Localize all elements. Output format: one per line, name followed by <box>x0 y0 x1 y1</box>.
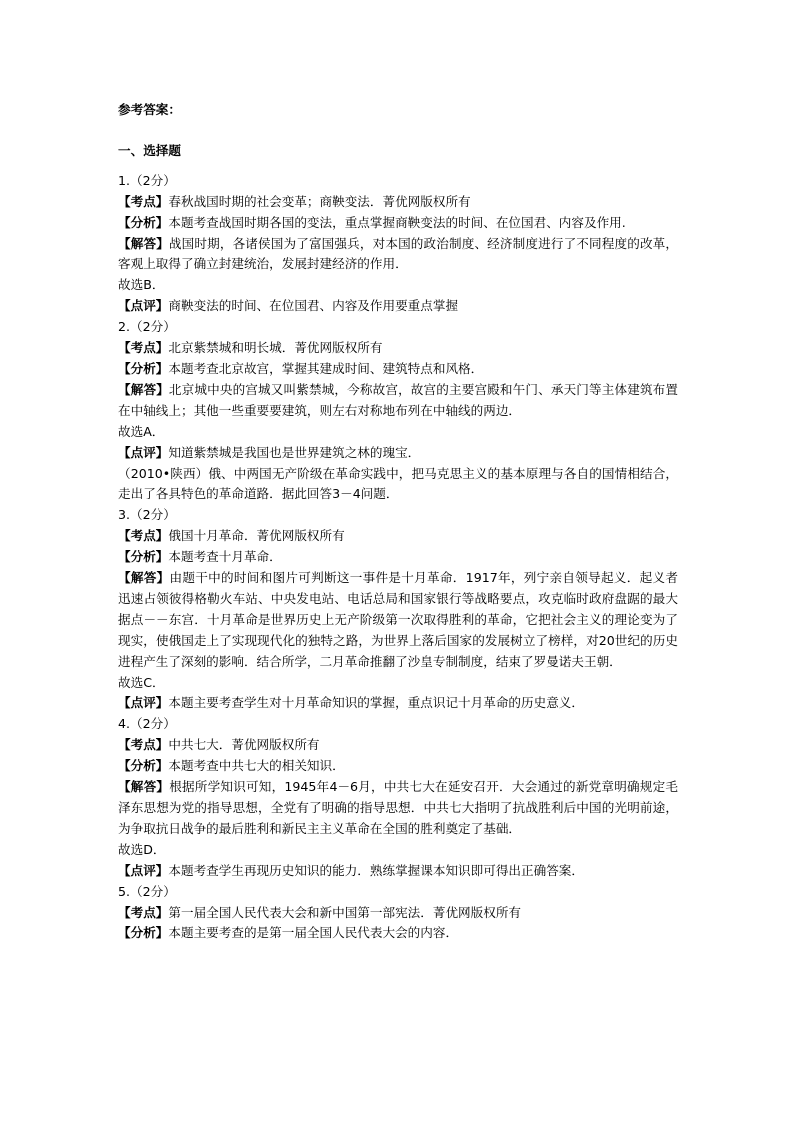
paragraph-text: 由题干中的时间和图片可判断这一事件是十月革命．1917年，列宁亲自领导起义．起义者迅速占领彼得格勒火车站、中央发电站、电话总局和国家银行等战略要点，攻克临时政府盘踞的最大据点－－东宫．十月革命是世界历史上无产阶级第一次取得胜利的革命，它把社会主义的理论变为了现实，使俄国走上了实现现代化的独特之路，为世界上落后国家的发展树立了榜样，对20世纪的历史进程产生了深刻的影响．结合所学，二月革命推翻了沙皇专制制度，结束了罗曼诺夫王朝． <box>118 570 678 669</box>
answer-paragraph <box>118 693 678 714</box>
answer-line <box>118 840 678 861</box>
answer-paragraph <box>118 568 678 673</box>
paragraph-tag: 【分析】 <box>118 925 169 941</box>
paragraph-tag: 【解答】 <box>118 779 170 795</box>
paragraph-tag: 【点评】 <box>118 298 169 314</box>
paragraph-text: 本题考查北京故宫，掌握其建成时间、建筑特点和风格． <box>168 360 484 376</box>
paragraph-text: 故选D． <box>118 841 166 857</box>
paragraph-text: 北京紫禁城和明长城．菁优网版权所有 <box>168 340 383 356</box>
paragraph-text: 故选C． <box>118 674 165 690</box>
paragraph-tag: 【点评】 <box>118 444 169 460</box>
paragraph-text: 5.（2分） <box>118 883 176 899</box>
section-heading: 一、选择题 <box>118 142 181 158</box>
paragraph-tag: 【解答】 <box>118 570 170 586</box>
answer-paragraph <box>118 735 678 756</box>
answer-paragraph <box>118 923 678 944</box>
paragraph-tag: 【考点】 <box>118 193 169 209</box>
answer-paragraph <box>118 777 678 840</box>
paragraph-tag: 【考点】 <box>118 528 169 544</box>
paragraph-text: 战国时期，各诸侯国为了富国强兵，对本国的政治制度、经济制度进行了不同程度的改革，客观上取得了确立封建统治，发展封建经济的作用． <box>118 235 679 272</box>
paragraph-text: 本题考查战国时期各国的变法，重点掌握商鞅变法的时间、在位国君、内容及作用. <box>168 214 626 230</box>
paragraph-text: 根据所学知识可知，1945年4－6月，中共七大在延安召开．大会通过的新党章明确规定毛泽东思想为党的指导思想，全党有了明确的指导思想．中共七大指明了抗战胜利后中国的光明前途，为争取抗日战争的最后胜利和新民主主义革命在全国的胜利奠定了基础． <box>118 779 679 836</box>
paragraph-tag: 【点评】 <box>118 862 169 878</box>
paragraph-text: 1.（2分） <box>118 172 176 188</box>
paragraph-tag: 【考点】 <box>118 340 169 356</box>
spacer <box>118 121 678 141</box>
answer-line <box>118 317 678 338</box>
paragraph-text: 本题考查学生再现历史知识的能力．熟练掌握课本知识即可得出正确答案． <box>168 862 584 878</box>
answer-paragraph <box>118 359 678 380</box>
answer-paragraph <box>118 296 678 317</box>
paragraph-text: （2010•陕西）俄、中两国无产阶级在革命实践中，把马克思主义的基本原理与各自的国情相结合，走出了各具特色的革命道路．据此回答3－4问题． <box>118 465 678 502</box>
answer-paragraph <box>118 443 678 464</box>
answer-line <box>118 171 678 192</box>
paragraph-text: 第一届全国人民代表大会和新中国第一部宪法．菁优网版权所有 <box>168 904 521 920</box>
paragraph-text: 4.（2分） <box>118 716 176 732</box>
answer-line <box>118 882 678 903</box>
answer-line <box>118 422 678 443</box>
answer-paragraph <box>118 756 678 777</box>
paragraph-text: 本题主要考查的是第一届全国人民代表大会的内容． <box>168 925 459 941</box>
answer-paragraph <box>118 861 678 882</box>
answer-paragraph <box>118 903 678 924</box>
answer-paragraph <box>118 464 678 506</box>
paragraph-text: 本题主要考查学生对十月革命知识的掌握，重点识记十月革命的历史意义． <box>168 695 584 711</box>
paragraph-tag: 【分析】 <box>118 549 169 565</box>
paragraph-text: 2.（2分） <box>118 319 176 335</box>
paragraph-text: 本题考查十月革命． <box>168 549 282 565</box>
paragraph-tag: 【分析】 <box>118 360 169 376</box>
answer-paragraph <box>118 526 678 547</box>
paragraph-text: 北京城中央的宫城又叫紫禁城，今称故宫，故宫的主要宫殿和午门、承天门等主体建筑布置在中轴线上；其他一些重要要建筑，则左右对称地布列在中轴线的两边． <box>118 381 679 418</box>
paragraph-text: 春秋战国时期的社会变革；商鞅变法．菁优网版权所有 <box>168 193 471 209</box>
paragraph-text: 商鞅变法的时间、在位国君、内容及作用要重点掌握 <box>168 298 459 314</box>
answer-paragraph <box>118 380 678 422</box>
paragraph-text: 知道紫禁城是我国也是世界建筑之林的瑰宝． <box>168 444 421 460</box>
answer-line <box>118 714 678 735</box>
answer-paragraph <box>118 547 678 568</box>
paragraph-text: 3.（2分） <box>118 507 176 523</box>
answer-content <box>118 171 678 945</box>
answer-paragraph <box>118 213 678 234</box>
answer-paragraph <box>118 234 678 276</box>
paragraph-tag: 【分析】 <box>118 214 169 230</box>
paragraph-text: 故选A． <box>118 423 165 439</box>
paragraph-tag: 【解答】 <box>118 235 169 251</box>
paragraph-text: 本题考查中共七大的相关知识． <box>168 758 345 774</box>
paragraph-tag: 【解答】 <box>118 381 169 397</box>
paragraph-tag: 【点评】 <box>118 695 169 711</box>
answer-line <box>118 505 678 526</box>
paragraph-text: 俄国十月革命．菁优网版权所有 <box>168 528 345 544</box>
paragraph-tag: 【分析】 <box>118 758 169 774</box>
paragraph-tag: 【考点】 <box>118 737 169 753</box>
answer-paragraph <box>118 338 678 359</box>
answer-paragraph <box>118 192 678 213</box>
answer-document <box>118 100 678 944</box>
paragraph-text: 故选B． <box>118 277 165 293</box>
answer-line <box>118 673 678 694</box>
paragraph-tag: 【考点】 <box>118 904 169 920</box>
paragraph-text: 中共七大．菁优网版权所有 <box>168 737 320 753</box>
answer-title: 参考答案： <box>118 102 181 117</box>
spacer <box>118 162 678 171</box>
answer-line <box>118 275 678 296</box>
